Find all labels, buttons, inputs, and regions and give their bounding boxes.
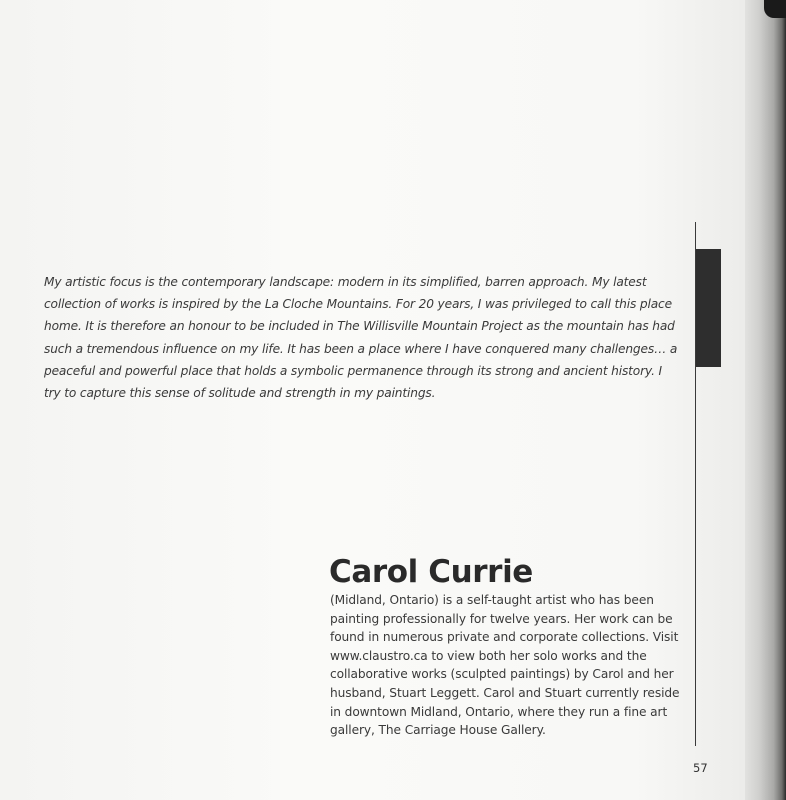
facing-page-edge bbox=[764, 0, 786, 18]
section-tab-marker bbox=[696, 249, 721, 367]
artist-statement: My artistic focus is the contemporary landscape: modern in its simplified, barren approach. My latest collection of works is inspired by the La Cloche Mountains. For 20 years, I was privileged to call this place home. It is therefore an honour to be included in The Willisville Mountain Project as the mountain has had such a tremendous influence on my life. It has been a place where I have conquered many challenges… a peaceful and powerful place that holds a symbolic permanence through its strong and ancient history. I try to capture this sense of solitude and strength in my paintings. bbox=[44, 275, 678, 401]
page-number: 57 bbox=[693, 761, 708, 775]
artist-bio: (Midland, Ontario) is a self-taught artist who has been painting professionally for twelve years. Her work can be found in numerous private and corporate collections. Visit www.claustro.ca to view both her solo works and the collaborative works (sculpted paintings) by Carol and her husband, Stuart Leggett. Carol and Stuart currently reside in downtown Midland, Ontario, where they run a fine art gallery, The Carriage House Gallery. bbox=[330, 593, 680, 738]
book-spine-shadow bbox=[745, 0, 786, 800]
artist-name: Carol Currie bbox=[329, 554, 533, 590]
